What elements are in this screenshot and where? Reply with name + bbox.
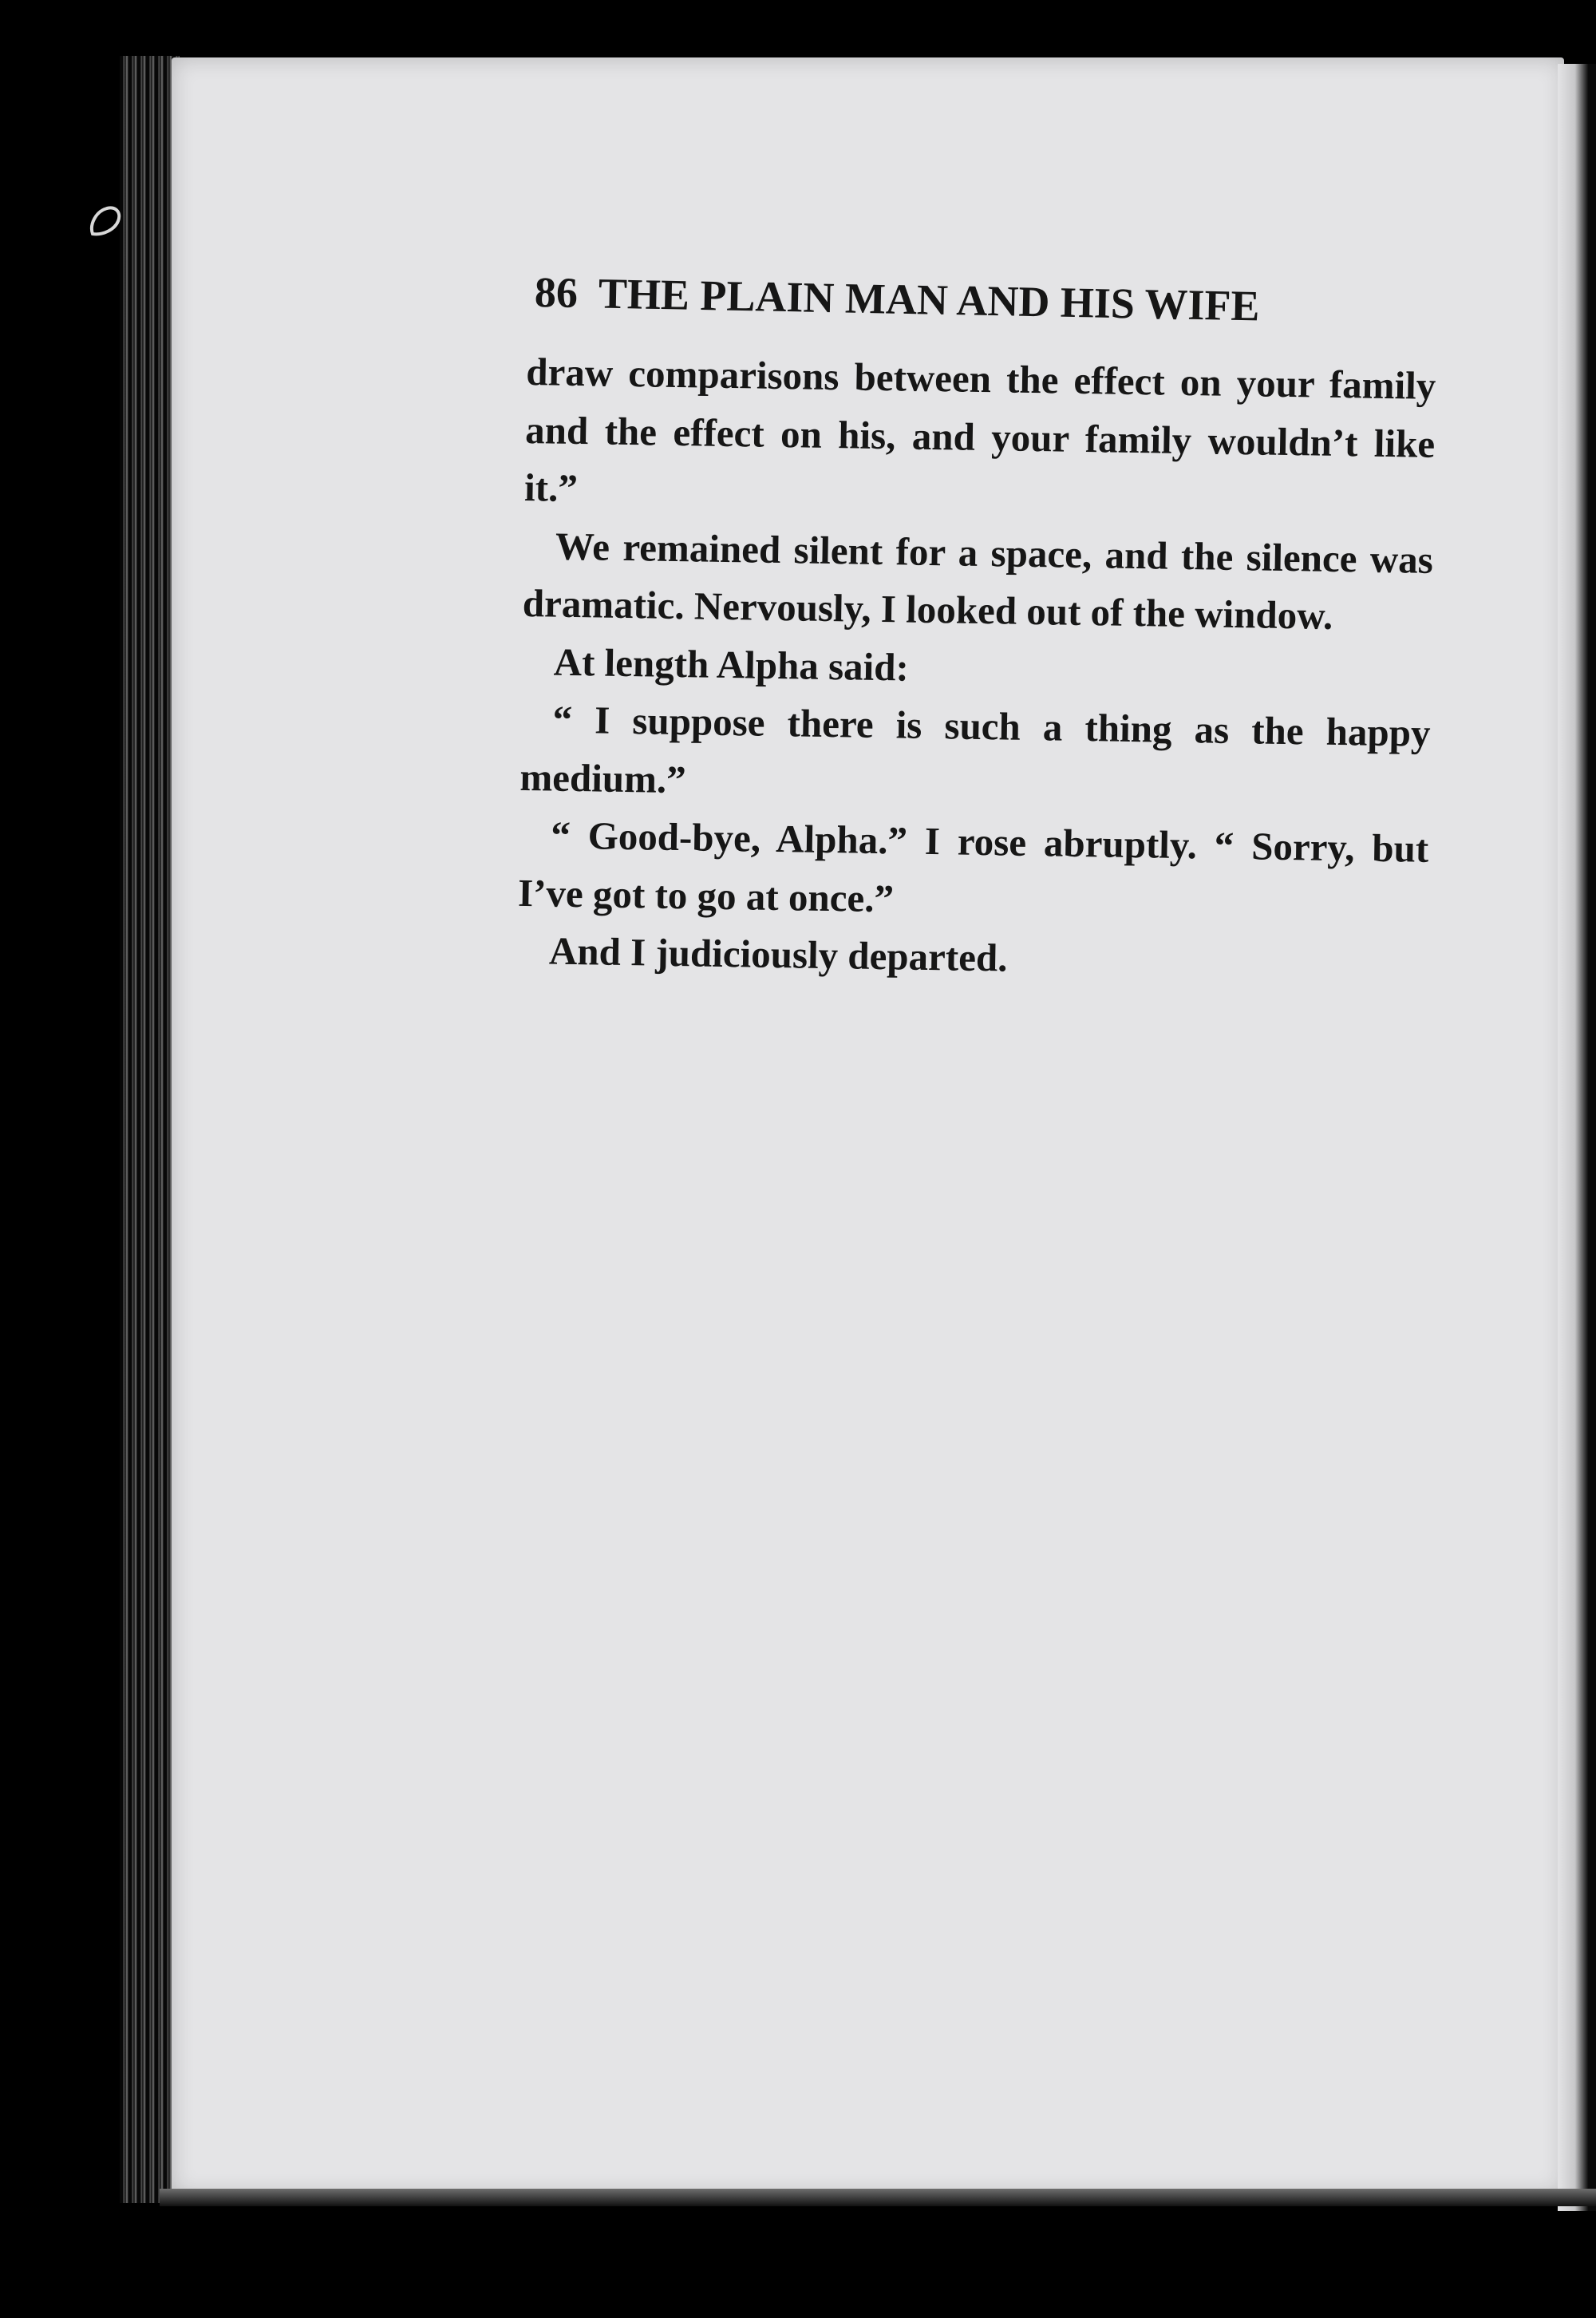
paragraph: At length Alpha said: (553, 639, 910, 690)
page-number: 86 (534, 268, 579, 318)
page-body (516, 343, 1436, 994)
paragraph: “ Good-bye, Alpha.” I rose abruptly. “ Sorry, but I’ve got to go at once.” (517, 813, 1429, 920)
facing-page-edge (1558, 64, 1596, 2211)
book-binding (120, 56, 180, 2203)
paragraph: draw comparisons between the effect on your family and the effect on his, and your family wouldn’t like it.” (523, 349, 1436, 511)
paragraph: We remained silent for a space, and the silence was dramatic. Nervously, I looked out of the window. (522, 524, 1434, 638)
scan-artifact-icon (86, 204, 124, 240)
paragraph: And I judiciously departed. (548, 928, 1008, 980)
book-title: THE PLAIN MAN AND HIS WIFE (598, 269, 1261, 330)
page-bottom-edge (160, 2189, 1596, 2206)
paragraph: “ I suppose there is such a thing as the happy medium.” (519, 697, 1431, 801)
